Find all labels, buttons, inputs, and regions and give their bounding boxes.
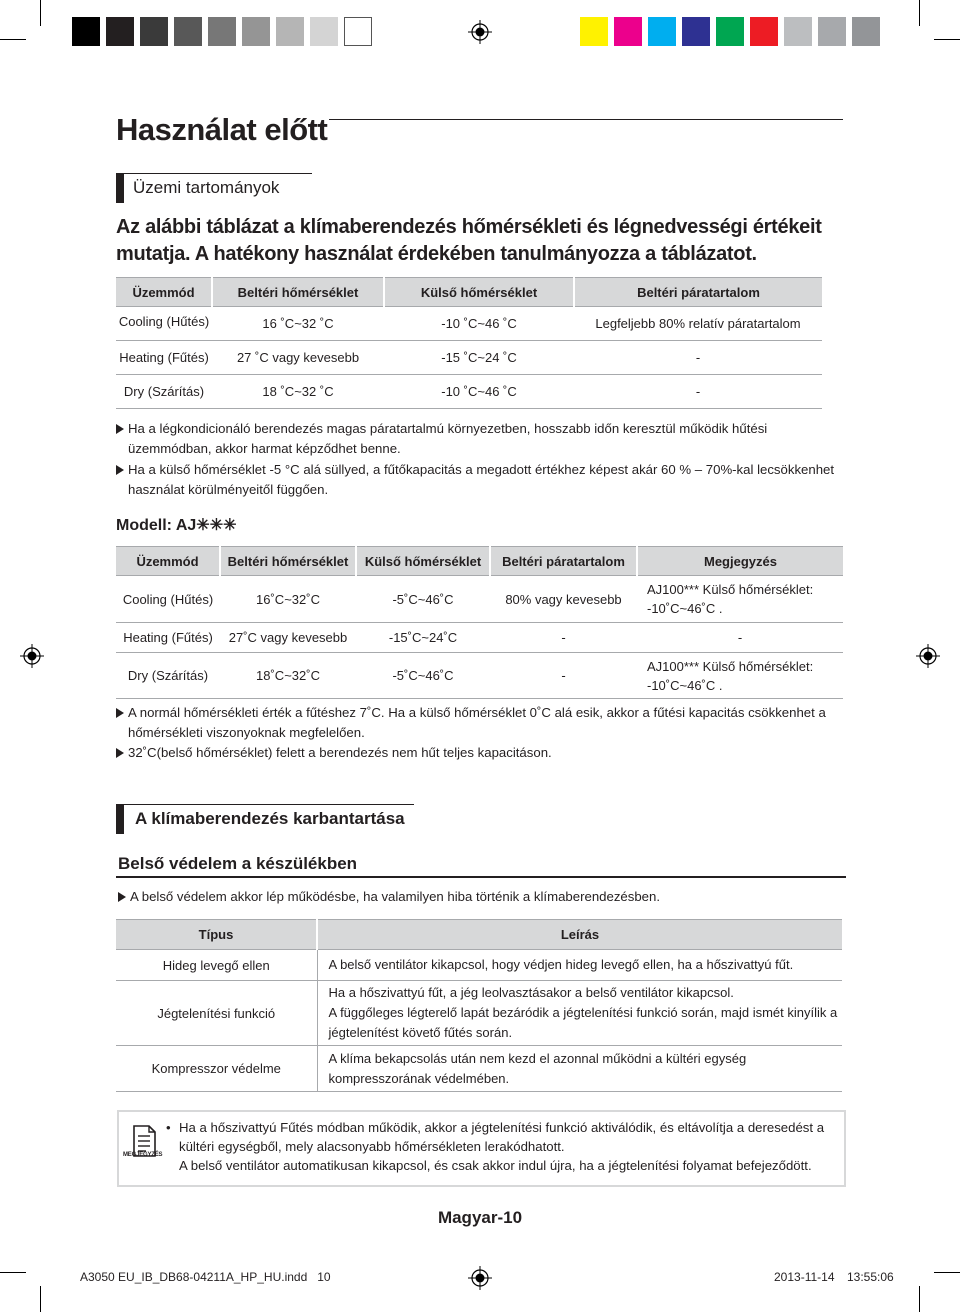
note-bullet: 32˚C(belső hőmérséklet) felett a berendezés nem hűt teljes kapacitáson. (116, 743, 846, 763)
triangle-bullet-icon (116, 424, 124, 434)
color-swatch (106, 17, 134, 46)
section-title: A klímaberendezés karbantartása (135, 809, 405, 828)
title-rule (329, 119, 843, 120)
color-swatch (750, 17, 778, 46)
note-text (166, 1118, 844, 1175)
description-line: Ha a hőszivattyú fűt, a jég leolvasztásakor a belső ventilátor kikapcsol. (328, 985, 734, 1000)
table-header: Üzemmód (116, 278, 212, 307)
crop-mark (40, 0, 41, 26)
color-swatch (716, 17, 744, 46)
crop-mark (934, 39, 960, 40)
table-row: Kompresszor védelme A klíma bekapcsolás után nem kezd el azonnal működni a kültéri egység kompresszorának védelmében. (116, 1046, 842, 1092)
note-bullet: Ha a külső hőmérséklet -5 °C alá süllyed, a fűtőkapacitás a megadott értékhez képest akár 60 % – 70%-kal lecsökkenhet használat körülményeitől függően. (116, 460, 846, 500)
note-icon (129, 1122, 159, 1170)
section-rule (116, 173, 312, 174)
color-swatch (682, 17, 710, 46)
crop-mark (40, 1286, 41, 1312)
description-line: A függőleges légterelő lapát bezáródik a jégtelenítési funkció során, majd ismét kinyílik a jégtelenítést követő fűtés során. (328, 1005, 838, 1040)
note-bullet: Ha a légkondicionáló berendezés magas páratartalmú környezetben, hosszabb időn keresztül működik hűtési üzemmódban, akkor harmat képződhet benne. (116, 419, 846, 459)
crop-mark (919, 1286, 920, 1312)
note-line: A belső ventilátor automatikusan kikapcsol, és csak akkor indul újra, ha a jégtelenítési folyamat befejeződött. (179, 1158, 812, 1173)
note-box (117, 1110, 846, 1187)
color-swatch (648, 17, 676, 46)
table-header: Beltéri hőmérséklet (212, 278, 384, 307)
note-bullet: A belső védelem akkor lép működésbe, ha valamilyen hiba történik a klímaberendezésben. (118, 887, 846, 907)
subsection-rule (116, 876, 846, 878)
table-header: Külső hőmérséklet (356, 547, 490, 576)
table-header: Beltéri páratartalom (574, 278, 822, 307)
table-header: Külső hőmérséklet (384, 278, 574, 307)
crop-mark (0, 39, 26, 40)
subsection-title: Belső védelem a készülékben (118, 854, 358, 873)
table-row: Cooling (Hűtés) 16 ˚C~32 ˚C -10 ˚C~46 ˚C Legfeljebb 80% relatív páratartalom (116, 307, 822, 341)
section-marker (116, 173, 124, 203)
table-row: Heating (Fűtés) 27˚C vagy kevesebb -15˚C~24˚C - - (116, 623, 843, 653)
table-header: Leírás (317, 920, 842, 950)
color-swatch (174, 17, 202, 46)
model-operating-range-table (116, 546, 843, 699)
color-swatch (818, 17, 846, 46)
registration-mark-icon (20, 644, 44, 668)
note-bullet: A normál hőmérsékleti érték a fűtéshez 7˚C. Ha a külső hőmérséklet 0˚C alá esik, akkor a fűtési kapacitás csökkenhet a hőmérsékleti viszonyoknak megfelelően. (116, 703, 846, 743)
slug-time: 13:55:06 (847, 1270, 894, 1284)
protection-table (116, 919, 842, 1092)
section-title: Üzemi tartományok (133, 178, 280, 197)
registration-mark-icon (468, 20, 492, 44)
model-label: Modell: AJ✳✳✳ (116, 517, 237, 534)
bullet-dot-icon: • (166, 1120, 171, 1135)
color-swatch (242, 17, 270, 46)
section-marker (116, 804, 124, 834)
color-swatch (310, 17, 338, 46)
color-swatch (344, 17, 372, 46)
table-row: Hideg levegő ellen A belső ventilátor kikapcsol, hogy védjen hideg levegő ellen, ha a hőszivattyú fűt. (116, 950, 842, 981)
slug-filename: A3050 EU_IB_DB68-04211A_HP_HU.indd 10 (80, 1270, 331, 1284)
crop-mark (919, 0, 920, 26)
table-header: Üzemmód (116, 547, 220, 576)
triangle-bullet-icon (116, 708, 124, 718)
table-row: Heating (Fűtés) 27 ˚C vagy kevesebb -15 ˚C~24 ˚C - (116, 341, 822, 375)
color-swatch (72, 17, 100, 46)
page-title: Használat előtt (116, 112, 328, 147)
intro-text: Az alábbi táblázat a klímaberendezés hőmérsékleti és légnedvességi értékeit mutatja. A hatékony használat érdekében tanulmányozza a táblázatot. (116, 216, 822, 265)
table-row: Jégtelenítési funkció Ha a hőszivattyú fűt, a jég leolvasztásakor a belső ventilátor kikapcsol. A függőleges légterelő lapát bezáródik a jégtelenítési funkció során, majd ismét kinyílik a jégtelenítést követő fűtés során. (116, 981, 842, 1046)
section-rule (116, 804, 414, 805)
note-line: • Ha a hőszivattyú Fűtés módban működik, akkor a jégtelenítési funkció aktiválódik, és eltávolítja a deresedést a kültéri egységből, mely alacsonyabb hőmérsékleten lerakódhatott. (166, 1120, 825, 1154)
table-header: Típus (116, 920, 317, 950)
registration-mark-icon (916, 644, 940, 668)
color-swatch (140, 17, 168, 46)
registration-mark-icon (468, 1266, 492, 1290)
triangle-bullet-icon (116, 465, 124, 475)
operating-range-table (116, 277, 822, 409)
table-row: Cooling (Hűtés) 16˚C~32˚C -5˚C~46˚C 80% vagy kevesebb AJ100*** Külső hőmérséklet: -10˚C~46˚C . (116, 576, 843, 623)
slug-date: 2013-11-14 (774, 1270, 835, 1284)
color-swatch (208, 17, 236, 46)
table-header: Beltéri páratartalom (490, 547, 637, 576)
table-header: Beltéri hőmérséklet (220, 547, 356, 576)
color-swatch (852, 17, 880, 46)
table-row: Dry (Szárítás) 18 ˚C~32 ˚C -10 ˚C~46 ˚C - (116, 375, 822, 409)
triangle-bullet-icon (118, 892, 126, 902)
triangle-bullet-icon (116, 748, 124, 758)
table-header: Megjegyzés (637, 547, 843, 576)
crop-mark (934, 1272, 960, 1273)
page-number: Magyar-10 (437, 1208, 523, 1227)
table-row: Dry (Szárítás) 18˚C~32˚C -5˚C~46˚C - AJ100*** Külső hőmérséklet: -10˚C~46˚C . (116, 653, 843, 699)
color-swatch (614, 17, 642, 46)
crop-mark (0, 1272, 26, 1273)
color-swatch (276, 17, 304, 46)
color-swatch (784, 17, 812, 46)
note-icon-label: MEGJEGYZÉS (123, 1152, 163, 1158)
color-swatch (580, 17, 608, 46)
